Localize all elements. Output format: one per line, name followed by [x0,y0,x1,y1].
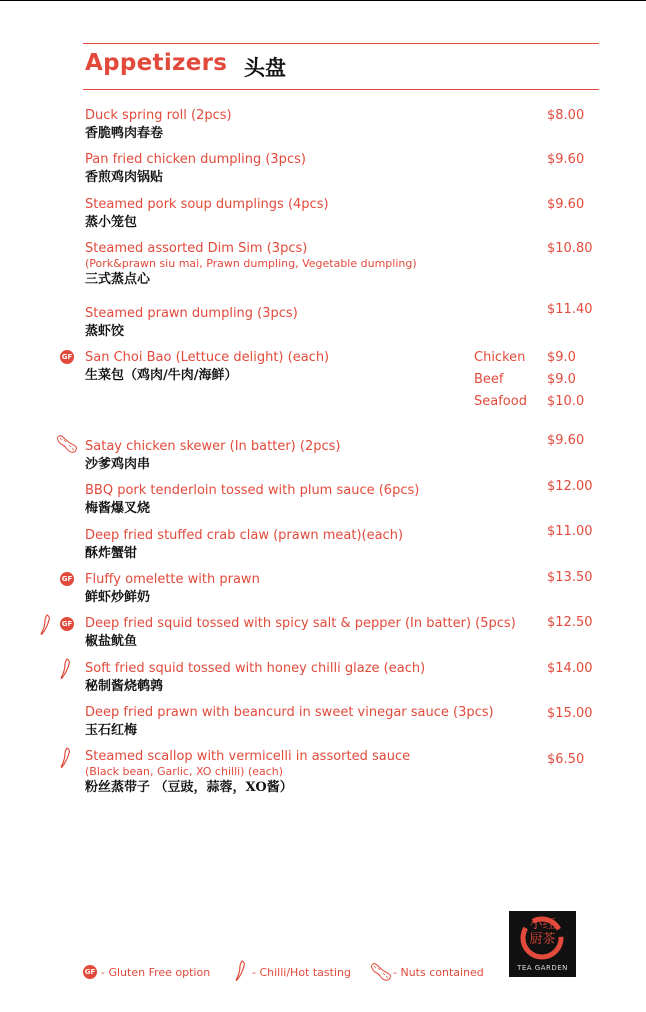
item-name: Pan fried chicken dumpling (3pcs) [85,152,306,167]
menu-item-dim-sim [85,240,417,289]
legend-gluten-free: - Gluten Free option [101,966,211,979]
header-rule-top [83,43,599,44]
item-name-chinese: 蒸虾饺 [85,324,125,339]
item-name: Fluffy omelette with prawn [85,572,260,587]
menu-item-salt-pepper-squid [85,615,516,651]
section-title: Appetizers [85,50,228,76]
menu-item-omelette [85,571,260,607]
item-name-chinese: 鲜虾炒鲜奶 [85,590,151,605]
item-name: Deep fried squid tossed with spicy salt & pepper (In batter) (5pcs) [85,616,516,631]
item-name: Deep fried stuffed crab claw (prawn meat)(each) [85,528,404,543]
item-price: $14.00 [547,661,593,676]
option-price: $9.0 [547,372,576,387]
menu-item-soup-dumplings [85,196,329,232]
top-border [0,0,646,1]
item-name-chinese: 蒸小笼包 [85,215,138,230]
item-name: Deep fried prawn with beancurd in sweet vinegar sauce (3pcs) [85,705,494,720]
logo-chinese-line2: 厨茶 [529,932,556,947]
item-price: $13.50 [547,570,593,585]
option-name: Beef [474,372,504,387]
item-name-chinese: 玉石红梅 [85,723,138,738]
menu-item-honey-chilli-squid [85,660,425,696]
item-name-chinese: 秘制酱烧鹌鹑 [85,679,164,694]
menu-item-san-choi-bao [85,349,329,385]
chilli-icon [235,960,247,982]
item-name-chinese: 椒盐鱿鱼 [85,634,138,649]
item-name-chinese: 沙爹鸡肉串 [85,457,151,472]
item-description: (Black bean, Garlic, XO chilli) (each) [85,765,284,778]
menu-item-prawn-beancurd [85,704,494,740]
item-name-chinese: 香煎鸡肉锅贴 [85,170,164,185]
peanut-icon [55,434,79,454]
logo-chinese-line1: 小红 [529,917,556,932]
menu-item-satay-skewer [85,438,340,474]
item-price: $9.60 [547,433,585,448]
item-name: BBQ pork tenderloin tossed with plum sauce (6pcs) [85,483,420,498]
gluten-free-icon: GF [60,617,74,631]
menu-item-bbq-pork [85,482,419,518]
item-name-chinese: 生菜包（鸡肉/牛肉/海鲜） [85,368,238,383]
item-price: $12.00 [547,479,593,494]
option-price: $9.0 [547,350,576,365]
item-name-chinese: 梅酱爆叉烧 [85,501,151,516]
item-name: Steamed assorted Dim Sim (3pcs) [85,241,308,256]
item-name: Steamed prawn dumpling (3pcs) [85,306,298,321]
chilli-icon [60,658,72,680]
item-name-chinese: 酥炸蟹钳 [85,546,138,561]
option-price: $10.0 [547,394,585,409]
header-rule-bottom [83,89,599,90]
menu-item-duck-spring-roll [85,107,232,143]
chilli-icon [60,747,72,769]
item-name: Satay chicken skewer (In batter) (2pcs) [85,439,341,454]
legend-chilli: - Chilli/Hot tasting [252,966,351,979]
gluten-free-icon: GF [60,350,74,364]
chilli-icon [40,614,52,636]
item-price: $8.00 [547,108,585,123]
item-price: $9.60 [547,152,585,167]
section-title-chinese: 头盘 [244,55,286,80]
item-price: $10.80 [547,241,593,256]
item-name: San Choi Bao (Lettuce delight) (each) [85,350,330,365]
option-name: Seafood [474,394,527,409]
item-name: Soft fried squid tossed with honey chilli glaze (each) [85,661,426,676]
item-name: Duck spring roll (2pcs) [85,108,232,123]
legend-nuts: - Nuts contained [393,966,484,979]
item-price: $12.50 [547,615,593,630]
option-name: Chicken [474,350,526,365]
gluten-free-icon: GF [83,965,97,979]
item-description: (Pork&prawn siu mai, Prawn dumpling, Vegetable dumpling) [85,257,417,270]
menu-item-chicken-dumpling [85,151,306,187]
item-price: $11.00 [547,524,593,539]
peanut-icon [369,962,393,982]
item-name-chinese: 三式蒸点心 [85,272,151,287]
gluten-free-icon: GF [60,572,74,586]
item-name: Steamed scallop with vermicelli in assorted sauce [85,749,411,764]
item-name-chinese: 香脆鸭肉春卷 [85,126,164,141]
item-name-chinese: 粉丝蒸带子 （豆豉，蒜蓉，XO酱） [85,780,293,795]
item-name: Steamed pork soup dumplings (4pcs) [85,197,329,212]
logo-english-text: TEA GARDEN [517,964,568,972]
item-price: $9.60 [547,197,585,212]
restaurant-logo [509,911,576,977]
item-price: $15.00 [547,706,593,721]
menu-item-crab-claw [85,527,403,563]
logo-chinese-text [509,917,576,947]
item-price: $6.50 [547,752,585,767]
menu-item-prawn-dumpling [85,305,298,341]
item-price: $11.40 [547,302,593,317]
menu-item-scallop-vermicelli [85,748,410,797]
